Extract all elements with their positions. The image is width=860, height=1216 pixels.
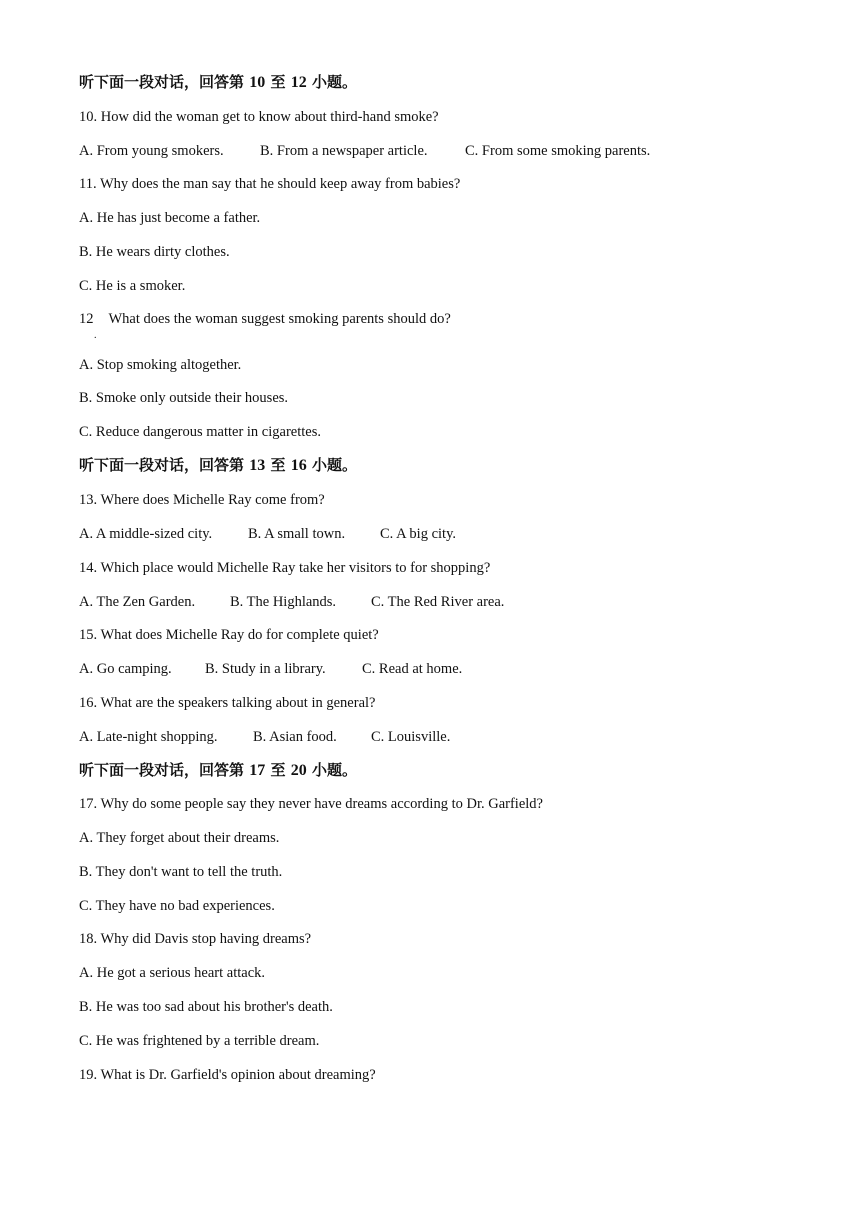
option-b: B. From a newspaper article.: [260, 143, 428, 159]
option-c: C. They have no bad experiences.: [79, 898, 275, 914]
option-a: A. He got a serious heart attack.: [79, 965, 266, 981]
section-heading-suffix: 小题。: [311, 456, 357, 474]
section-heading-suffix: 小题。: [311, 73, 357, 91]
section-heading-mid: 至: [270, 73, 286, 91]
question-12-text: What does the woman suggest smoking parents should do?: [108, 311, 451, 327]
option-a: A. The Zen Garden.: [79, 594, 196, 610]
option-a: A. He has just become a father.: [79, 210, 261, 226]
option-a: A. A middle-sized city.: [79, 526, 213, 542]
section-heading-from: 10: [249, 74, 266, 91]
section-heading-from: 17: [249, 762, 266, 779]
option-a: A. Stop smoking altogether.: [79, 357, 242, 373]
option-c: C. Reduce dangerous matter in cigarettes.: [79, 424, 321, 440]
section-heading-prefix: 听下面一段对话，回答第: [79, 761, 245, 779]
question-14: 14. Which place would Michelle Ray take her visitors to for shopping?: [79, 560, 491, 576]
option-a: A. From young smokers.: [79, 143, 224, 159]
option-b: B. A small town.: [248, 526, 346, 542]
section-heading-suffix: 小题。: [311, 761, 357, 779]
section-heading-to: 20: [290, 762, 307, 779]
question-17: 17. Why do some people say they never have dreams according to Dr. Garfield?: [79, 796, 543, 812]
option-a: A. Go camping.: [79, 661, 172, 677]
option-c: C. From some smoking parents.: [465, 143, 651, 159]
section-heading: [79, 73, 357, 92]
section-heading: [79, 761, 357, 780]
section-heading-mid: 至: [270, 456, 286, 474]
question-11: 11. Why does the man say that he should keep away from babies?: [79, 176, 461, 192]
option-c: C. Read at home.: [362, 661, 463, 677]
section-heading-mid: 至: [270, 761, 286, 779]
section-heading-prefix: 听下面一段对话，回答第: [79, 73, 245, 91]
section-heading-to: 16: [290, 457, 307, 474]
option-b: B. The Highlands.: [230, 594, 337, 610]
question-18: 18. Why did Davis stop having dreams?: [79, 931, 312, 947]
option-a: A. They forget about their dreams.: [79, 830, 280, 846]
question-10: 10. How did the woman get to know about third-hand smoke?: [79, 109, 439, 125]
section-heading-to: 12: [290, 74, 307, 91]
question-16: 16. What are the speakers talking about in general?: [79, 695, 376, 711]
option-c: C. He is a smoker.: [79, 278, 186, 294]
option-b: B. He was too sad about his brother's death.: [79, 999, 333, 1015]
option-c: C. A big city.: [380, 526, 456, 542]
section-heading-from: 13: [249, 457, 266, 474]
question-13: 13. Where does Michelle Ray come from?: [79, 492, 325, 508]
option-c: C. The Red River area.: [371, 594, 505, 610]
option-b: B. They don't want to tell the truth.: [79, 864, 283, 880]
option-a: A. Late-night shopping.: [79, 729, 218, 745]
question-12-dot: .: [94, 330, 97, 341]
question-15: 15. What does Michelle Ray do for complete quiet?: [79, 627, 379, 643]
question-12: [79, 310, 451, 328]
section-heading: [79, 456, 357, 475]
question-12-number: 12: [79, 311, 94, 327]
option-b: B. Asian food.: [253, 729, 337, 745]
option-b: B. Study in a library.: [205, 661, 326, 677]
option-b: B. He wears dirty clothes.: [79, 244, 230, 260]
option-b: B. Smoke only outside their houses.: [79, 390, 289, 406]
question-19: 19. What is Dr. Garfield's opinion about dreaming?: [79, 1067, 376, 1083]
option-c: C. Louisville.: [371, 729, 451, 745]
option-c: C. He was frightened by a terrible dream.: [79, 1033, 320, 1049]
section-heading-prefix: 听下面一段对话，回答第: [79, 456, 245, 474]
